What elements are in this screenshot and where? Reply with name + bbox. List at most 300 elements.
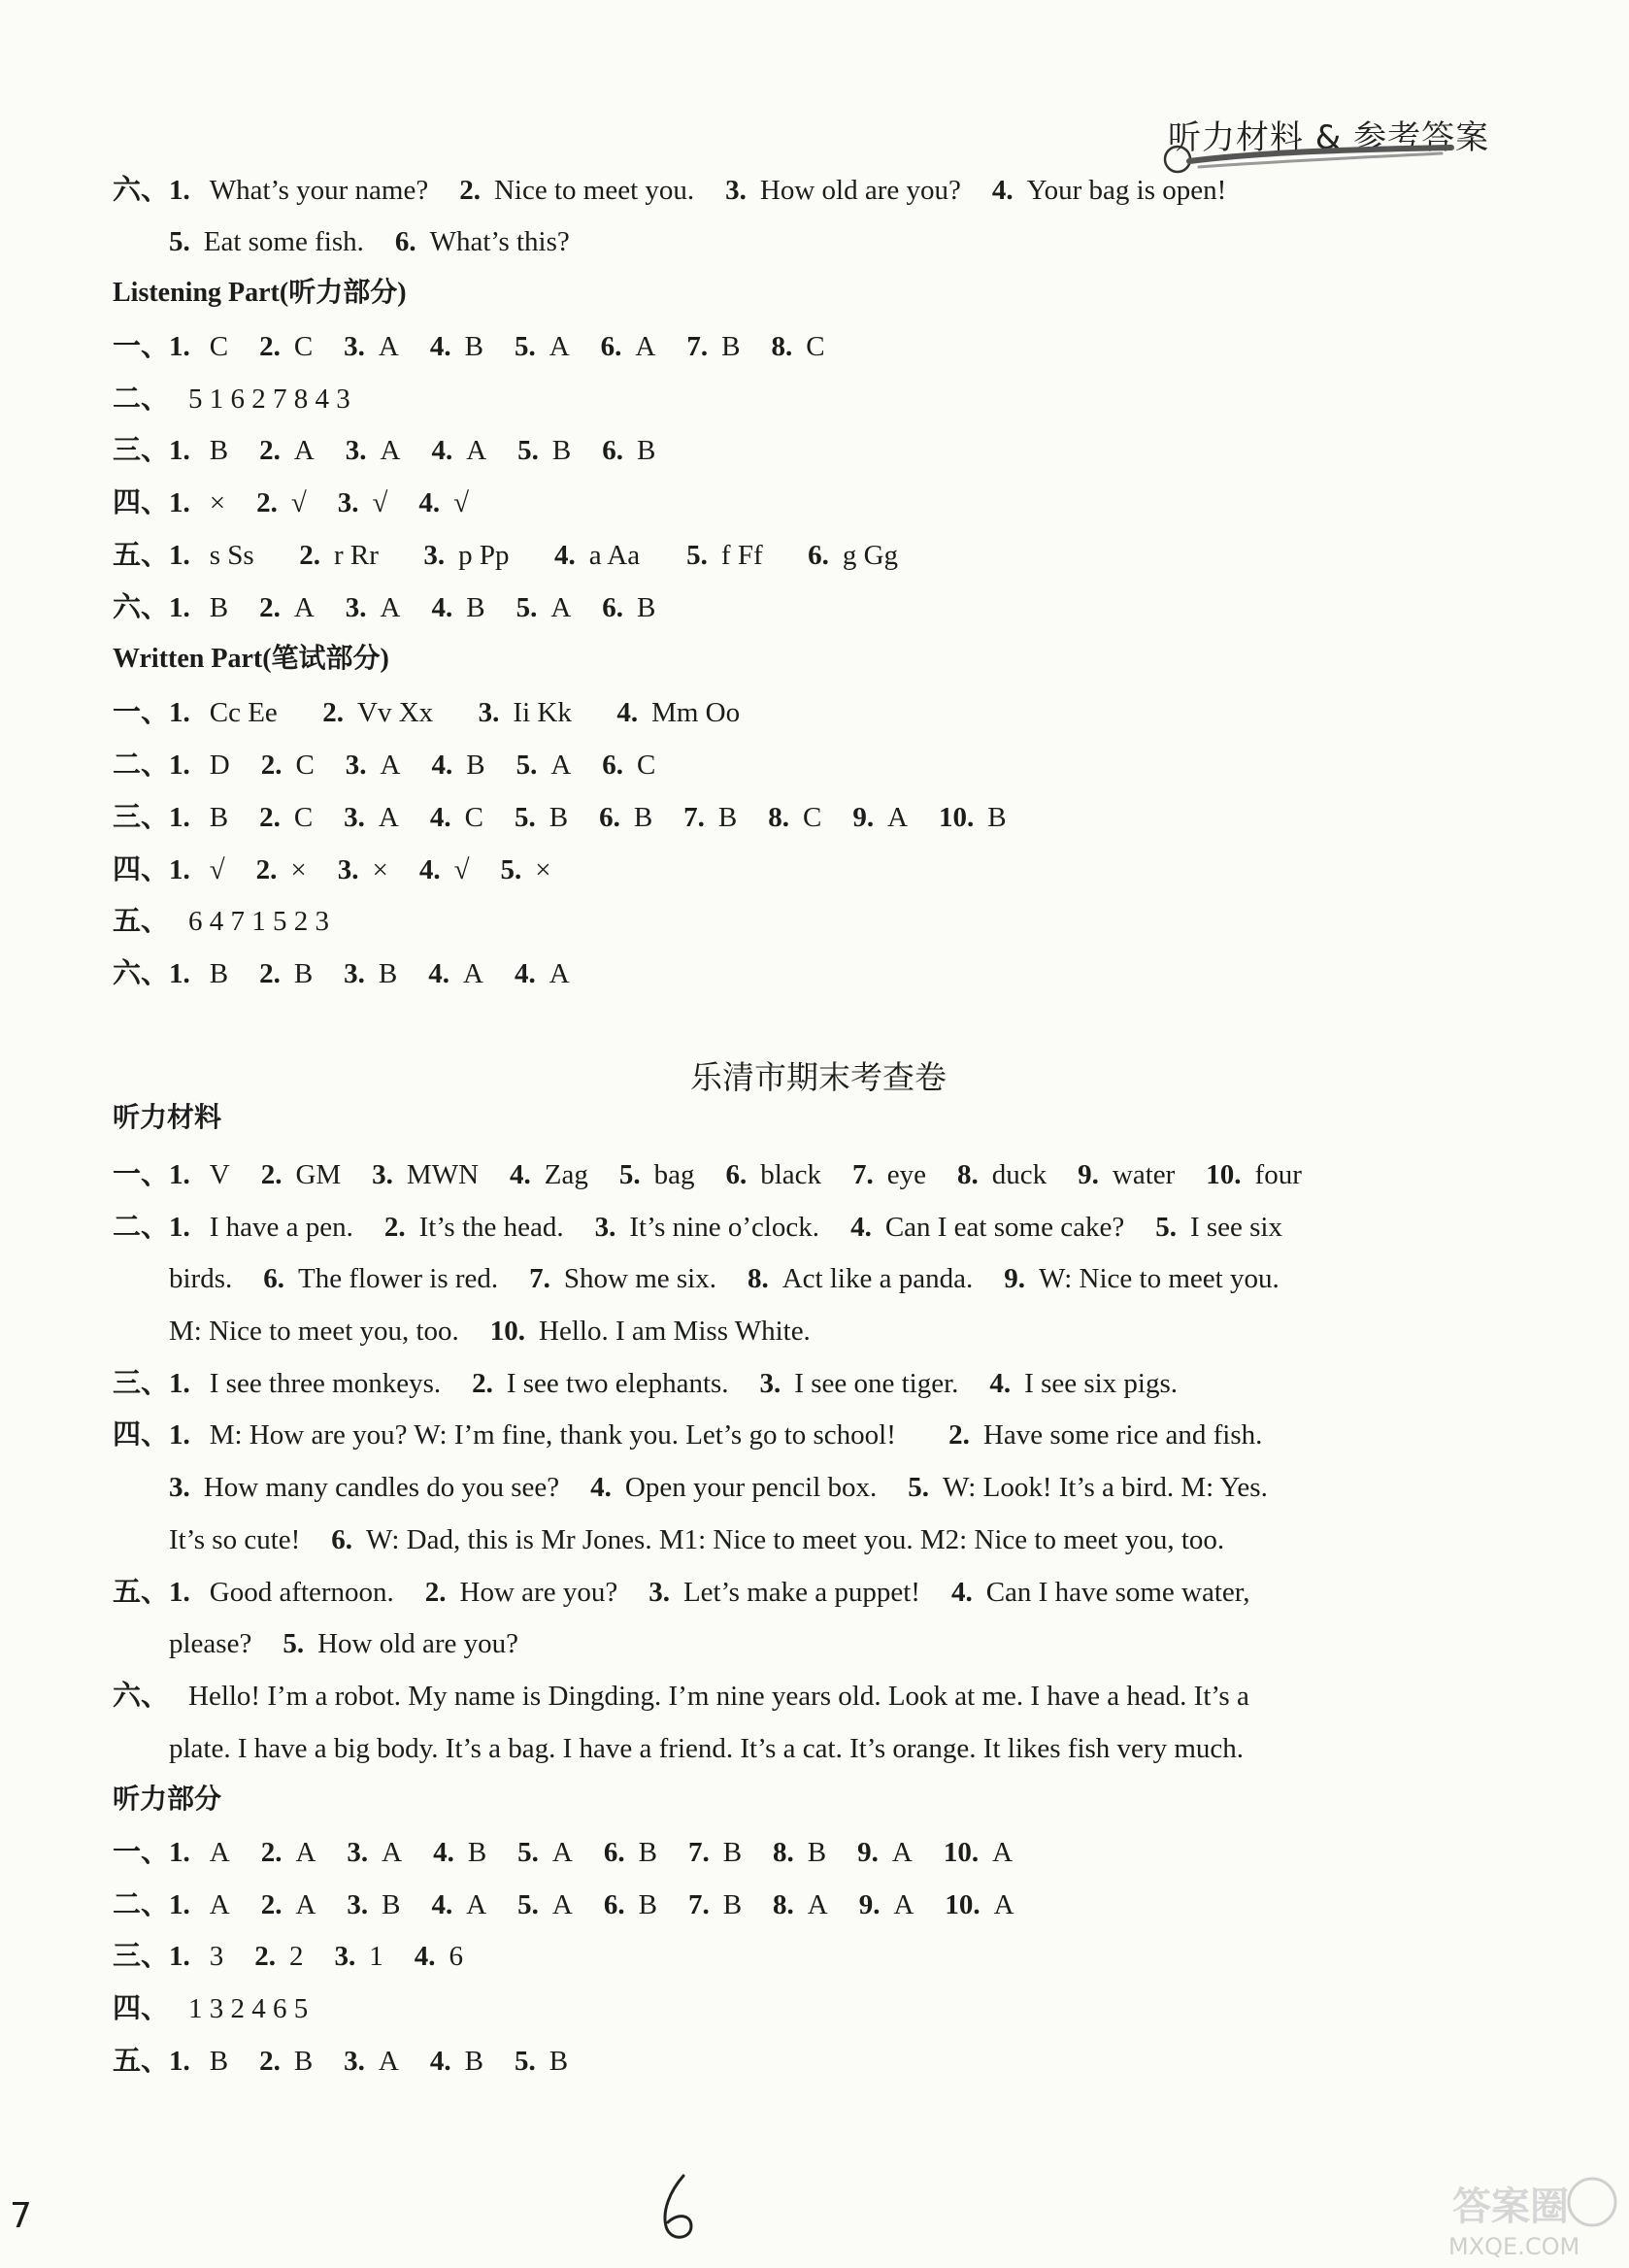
question-number: 4. [429, 2046, 451, 2077]
answer-text: A [293, 592, 315, 623]
header [1160, 105, 1490, 173]
question-number: 5. [169, 226, 190, 257]
answer-text: r Rr [333, 540, 379, 571]
question-number: 10. [943, 1837, 980, 1868]
question-number: 一、1. [113, 1159, 190, 1190]
answer-line [0, 424, 1629, 477]
answer-line [0, 477, 1629, 529]
answer-text: How are you? [459, 1577, 618, 1608]
question-number: 10. [489, 1316, 526, 1347]
question-number: 5. [1155, 1212, 1177, 1243]
svg-text:答案圈: 答案圈 [1452, 2185, 1569, 2229]
question-number: 6. [599, 802, 620, 833]
answer-line [0, 1201, 1629, 1253]
answer-text: A [378, 331, 399, 362]
question-number: 6. [602, 435, 623, 466]
question-number: 5. [514, 331, 536, 362]
answer-text: Have some rice and fish. [982, 1419, 1263, 1451]
question-number: 9. [1004, 1263, 1025, 1294]
answer-text: M: Nice to meet you, too. [169, 1316, 459, 1347]
question-number: 5. [283, 1628, 305, 1659]
answer-line [0, 529, 1629, 582]
answer-text: √ [453, 854, 470, 885]
answer-text: Zag [544, 1159, 588, 1190]
answer-text: B [466, 592, 485, 623]
section-heading-text: Listening Part(听力部分) [113, 278, 407, 308]
answer-line [0, 739, 1629, 791]
question-number: 8. [771, 331, 793, 362]
answer-text: 6 4 7 1 5 2 3 [188, 906, 329, 937]
answer-text: A [463, 958, 483, 989]
answer-text: C [293, 802, 314, 833]
answer-text: Vv Xx [357, 697, 434, 728]
section-heading [0, 633, 1629, 685]
answer-text: 3 [209, 1941, 224, 1972]
question-number: 7. [686, 331, 709, 362]
question-number: 5. [515, 750, 538, 781]
answer-text: A [295, 1889, 316, 1920]
answer-text: plate. I have a big body. It’s a bag. I have a friend. It’s a cat. It’s orange. It likes fish very much. [169, 1733, 1244, 1764]
answer-text: What’s your name? [209, 175, 429, 206]
question-number: 4. [431, 750, 453, 781]
question-number: 2. [259, 435, 281, 466]
answer-text: V [209, 1159, 230, 1190]
question-number: 3. [344, 802, 365, 833]
question-number: 二、 [113, 384, 170, 415]
answer-text: A [887, 802, 909, 833]
question-number: 三、1. [113, 802, 190, 833]
answer-text: 2 [289, 1941, 304, 1972]
answer-text: A [549, 958, 570, 989]
answer-text: B [382, 1889, 401, 1920]
question-number: 3. [594, 1212, 616, 1243]
answer-text: C [802, 802, 822, 833]
question-number: 五、1. [113, 1577, 190, 1608]
section-heading [0, 1774, 1629, 1826]
question-number: 9. [852, 802, 875, 833]
answer-text: birds. [169, 1263, 233, 1294]
answer-text: How old are you? [759, 175, 961, 206]
question-number: 6. [602, 750, 623, 781]
question-number: 7. [687, 1837, 710, 1868]
answer-text: × [372, 854, 388, 885]
answer-text: B [637, 592, 656, 623]
section-heading [0, 267, 1629, 319]
answer-line [0, 373, 1629, 425]
question-number: 4. [414, 1941, 436, 1972]
svg-text:MXQE.COM: MXQE.COM [1448, 2233, 1580, 2260]
question-number: 4. [950, 1577, 973, 1608]
question-number: 6. [394, 226, 416, 257]
question-number: 四、1. [113, 487, 190, 518]
answer-text: Your bag is open! [1026, 175, 1227, 206]
answer-text: How many candles do you see? [203, 1472, 560, 1503]
question-number: 5. [517, 1889, 539, 1920]
answer-text: A [209, 1889, 230, 1920]
answer-text: It’s nine o’clock. [629, 1212, 820, 1243]
question-number: 2. [260, 1159, 283, 1190]
question-number: 4. [616, 697, 639, 728]
answer-line [0, 1879, 1629, 1931]
answer-text: C [295, 750, 315, 781]
answer-text: eye [886, 1159, 927, 1190]
section-heading-text: 听力材料 [113, 1103, 222, 1133]
answer-text: × [209, 487, 226, 518]
question-number: 6. [602, 592, 623, 623]
answer-text: A [378, 2046, 399, 2077]
answer-text: B [464, 2046, 483, 2077]
question-number: 8. [747, 1263, 769, 1294]
answer-text: 1 [369, 1941, 383, 1972]
answer-text: Nice to meet you. [493, 175, 695, 206]
question-number: 3. [345, 435, 367, 466]
answer-text: B [638, 1837, 657, 1868]
answer-text: B [807, 1837, 827, 1868]
question-number: 5. [517, 435, 539, 466]
question-number: 六、1. [113, 175, 190, 206]
answer-text: B [378, 958, 398, 989]
question-number: 5. [686, 540, 708, 571]
answer-line [0, 948, 1629, 1000]
question-number: 4. [510, 1159, 531, 1190]
answer-line [0, 320, 1629, 373]
question-number: 5. [618, 1159, 641, 1190]
answer-text: 1 3 2 4 6 5 [188, 1993, 309, 2024]
question-number: 2. [299, 540, 320, 571]
answer-text: I see six pigs. [1024, 1368, 1179, 1399]
answer-line [0, 1305, 1629, 1357]
question-number: 8. [773, 1889, 794, 1920]
answer-text: Ii Kk [513, 697, 572, 728]
question-number: 3. [345, 750, 367, 781]
answer-text: water [1112, 1159, 1176, 1190]
question-number: 3. [334, 1941, 356, 1972]
answer-text: B [717, 802, 738, 833]
question-number: 2. [383, 1212, 406, 1243]
question-number: 8. [768, 802, 789, 833]
answer-line [0, 1722, 1629, 1775]
question-number: 5. [515, 592, 538, 623]
question-number: 2. [948, 1419, 970, 1451]
question-number: 7. [852, 1159, 874, 1190]
question-number: 三、1. [113, 435, 190, 466]
answer-text: A [549, 331, 570, 362]
question-number: 4. [989, 1368, 1012, 1399]
answer-text: black [760, 1159, 822, 1190]
answer-text: √ [372, 487, 388, 518]
answer-text: W: Nice to meet you. [1038, 1263, 1280, 1294]
question-number: 4. [991, 175, 1014, 206]
answer-text: C [293, 331, 314, 362]
answer-text: Can I eat some cake? [884, 1212, 1125, 1243]
answer-text: I have a pen. [209, 1212, 353, 1243]
question-number: 二、1. [113, 1889, 190, 1920]
answer-text: A [382, 1837, 403, 1868]
answer-text: It’s the head. [418, 1212, 564, 1243]
question-number: 6. [263, 1263, 284, 1294]
question-number: 4. [553, 540, 576, 571]
answer-text: Cc Ee [209, 697, 278, 728]
answer-text: B [722, 1837, 743, 1868]
answer-text: M: How are you? W: I’m fine, thank you. Let’s go to school! [209, 1419, 896, 1451]
question-number: 2. [459, 175, 481, 206]
question-number: 5. [514, 2046, 536, 2077]
answer-text: B [721, 331, 741, 362]
handwritten-mark-icon [650, 2170, 709, 2248]
answer-text: What’s this? [429, 226, 570, 257]
answer-text: C [209, 331, 229, 362]
question-number: 7. [687, 1889, 710, 1920]
answer-text: Act like a panda. [781, 1263, 974, 1294]
answer-text: B [464, 331, 483, 362]
question-number: 2. [255, 854, 278, 885]
question-number: 2. [259, 2046, 281, 2077]
question-number: 2. [472, 1368, 493, 1399]
question-number: 五、1. [113, 540, 190, 571]
answer-text: 5 1 6 2 7 8 4 3 [188, 384, 350, 415]
answer-line [0, 791, 1629, 844]
question-number: 5. [514, 802, 536, 833]
question-number: 四、1. [113, 1419, 190, 1451]
question-number: 3. [372, 1159, 393, 1190]
answer-text: s Ss [209, 540, 254, 571]
watermark-logo-icon [1446, 2173, 1626, 2265]
answer-text: B [551, 435, 572, 466]
question-number: 4. [590, 1472, 612, 1503]
answer-text: B [987, 802, 1007, 833]
answer-text: A [466, 435, 487, 466]
answer-text: C [637, 750, 656, 781]
question-number: 一、1. [113, 697, 190, 728]
question-number: 二、1. [113, 1212, 190, 1243]
question-number: 10. [945, 1889, 981, 1920]
question-number: 4. [850, 1212, 872, 1243]
answer-text: A [551, 1837, 573, 1868]
answer-text: B [633, 802, 653, 833]
answer-line [0, 1409, 1629, 1461]
question-number: 六、1. [113, 958, 190, 989]
header-title: 听力材料 & 参考答案 [1168, 118, 1490, 157]
answer-text: A [550, 592, 572, 623]
answer-text: four [1254, 1159, 1302, 1190]
question-number: 2. [322, 697, 345, 728]
question-number: 6. [725, 1159, 748, 1190]
question-number: 3. [725, 175, 747, 206]
question-number: 7. [683, 802, 705, 833]
answer-text: f Ff [720, 540, 763, 571]
question-number: 2. [260, 750, 283, 781]
question-number: 四、1. [113, 854, 190, 885]
answer-text: A [380, 435, 401, 466]
answer-text: Good afternoon. [209, 1577, 394, 1608]
answer-line [0, 1670, 1629, 1722]
answer-text: A [807, 1889, 828, 1920]
answer-text: A [993, 1889, 1014, 1920]
question-number: 9. [857, 1837, 879, 1868]
question-number: 4. [418, 487, 441, 518]
answer-text: B [209, 592, 229, 623]
question-number: 3. [759, 1368, 781, 1399]
answer-text: A [378, 802, 399, 833]
question-number: 四、 [113, 1993, 170, 2024]
question-number: 2. [259, 592, 281, 623]
answer-line [0, 2035, 1629, 2087]
answer-line [0, 582, 1629, 634]
answer-text: B [293, 958, 314, 989]
question-number: 3. [345, 592, 367, 623]
answer-text: B [549, 802, 569, 833]
question-number: 4. [433, 1837, 454, 1868]
answer-text: B [722, 1889, 743, 1920]
answer-text: A [992, 1837, 1014, 1868]
answer-text: A [295, 1837, 316, 1868]
answer-line [0, 1149, 1629, 1201]
question-number: 三、1. [113, 1368, 190, 1399]
question-number: 4. [428, 958, 450, 989]
answer-line [0, 1983, 1629, 2035]
question-number: 5. [517, 1837, 539, 1868]
question-number: 2. [254, 1941, 276, 1972]
answer-text: A [550, 750, 572, 781]
answer-text: It’s so cute! [169, 1524, 301, 1555]
question-number: 2. [259, 331, 281, 362]
question-number: 3. [347, 1837, 369, 1868]
answer-text: bag [653, 1159, 695, 1190]
answer-text: Hello! I’m a robot. My name is Dingding. I’m nine years old. Look at me. I have a head. It’s a [188, 1681, 1249, 1712]
answer-text: 6 [449, 1941, 463, 1972]
answer-text: A [466, 1889, 487, 1920]
answer-text: Eat some fish. [203, 226, 364, 257]
question-number: 2. [260, 1889, 283, 1920]
answer-line [0, 895, 1629, 948]
answer-text: B [209, 958, 229, 989]
question-number: 3. [169, 1472, 190, 1503]
question-number: 4. [429, 331, 451, 362]
question-number: 5. [500, 854, 522, 885]
answer-line [0, 844, 1629, 896]
question-number: 5. [908, 1472, 929, 1503]
answer-text: B [466, 750, 485, 781]
question-number: 10. [1206, 1159, 1242, 1190]
question-number: 7. [529, 1263, 550, 1294]
question-number: 3. [423, 540, 446, 571]
answer-text: A [551, 1889, 573, 1920]
question-number: 3. [337, 487, 359, 518]
question-number: 2. [259, 802, 281, 833]
answer-text: A [209, 1837, 230, 1868]
question-number: 五、 [113, 906, 170, 937]
question-number: 3. [344, 958, 365, 989]
answer-line [0, 1514, 1629, 1566]
answer-text: √ [290, 487, 307, 518]
question-number: 二、1. [113, 750, 190, 781]
question-number: 一、1. [113, 1837, 190, 1868]
question-number: 三、1. [113, 1941, 190, 1972]
question-number: 2. [259, 958, 281, 989]
answer-text: The flower is red. [298, 1263, 499, 1294]
answer-text: MWN [406, 1159, 480, 1190]
question-number: 4. [418, 854, 441, 885]
section-heading-text: 听力部分 [113, 1784, 222, 1815]
question-number: 4. [431, 435, 453, 466]
answer-text: W: Dad, this is Mr Jones. M1: Nice to meet you. M2: Nice to meet you, too. [366, 1524, 1225, 1555]
question-number: 2. [424, 1577, 447, 1608]
answer-text: Mm Oo [651, 697, 741, 728]
answer-text: W: Look! It’s a bird. M: Yes. [943, 1472, 1268, 1503]
answer-text: A [891, 1837, 913, 1868]
answer-text: D [209, 750, 230, 781]
answer-text: × [290, 854, 307, 885]
question-number: 六、 [113, 1681, 170, 1712]
question-number: 4. [431, 592, 453, 623]
question-number: 一、1. [113, 331, 190, 362]
answer-text: a Aa [588, 540, 641, 571]
question-number: 五、1. [113, 2046, 190, 2077]
answer-text: I see three monkeys. [209, 1368, 442, 1399]
answer-text: B [638, 1889, 657, 1920]
answer-line [0, 1461, 1629, 1514]
question-number: 9. [858, 1889, 881, 1920]
answer-text: Can I have some water, [985, 1577, 1250, 1608]
answer-line [0, 1618, 1629, 1670]
answer-text: duck [991, 1159, 1047, 1190]
answer-text: GM [295, 1159, 342, 1190]
answer-text: C [464, 802, 483, 833]
answer-text: B [293, 2046, 314, 2077]
answer-text: × [535, 854, 551, 885]
answer-text: B [209, 435, 229, 466]
answer-text: Let’s make a puppet! [682, 1577, 920, 1608]
question-number: 6. [331, 1524, 353, 1555]
section-heading-text: Written Part(笔试部分) [113, 644, 389, 674]
answer-line [0, 1826, 1629, 1879]
answer-text: B [549, 2046, 569, 2077]
answer-text: Hello. I am Miss White. [539, 1316, 811, 1347]
answer-text: B [209, 2046, 229, 2077]
answer-text: Open your pencil box. [624, 1472, 878, 1503]
question-number: 2. [260, 1837, 283, 1868]
answer-text: B [209, 802, 229, 833]
answer-text: I see two elephants. [506, 1368, 729, 1399]
question-number: 3. [344, 2046, 365, 2077]
question-number: 3. [648, 1577, 670, 1608]
answer-text: A [893, 1889, 914, 1920]
answer-text: please? [169, 1628, 252, 1659]
answer-text: A [293, 435, 315, 466]
answer-text: How old are you? [317, 1628, 519, 1659]
answer-text: √ [453, 487, 470, 518]
question-number: 2. [256, 487, 278, 518]
answer-line [0, 216, 1629, 268]
question-number: 3. [337, 854, 359, 885]
answer-text: A [635, 331, 656, 362]
answer-text: B [637, 435, 656, 466]
section-title: 乐清市期末考查卷 [690, 1058, 947, 1096]
question-number: 4. [429, 802, 451, 833]
question-number: 8. [773, 1837, 794, 1868]
answer-line [0, 686, 1629, 739]
page-number: 7 [10, 2196, 32, 2236]
answer-text: B [467, 1837, 487, 1868]
answer-text: g Gg [842, 540, 899, 571]
question-number: 4. [431, 1889, 453, 1920]
answer-text: p Pp [458, 540, 510, 571]
question-number: 3. [347, 1889, 369, 1920]
question-number: 9. [1078, 1159, 1099, 1190]
answer-line [0, 1930, 1629, 1983]
question-number: 6. [603, 1889, 625, 1920]
answer-text: A [380, 592, 401, 623]
